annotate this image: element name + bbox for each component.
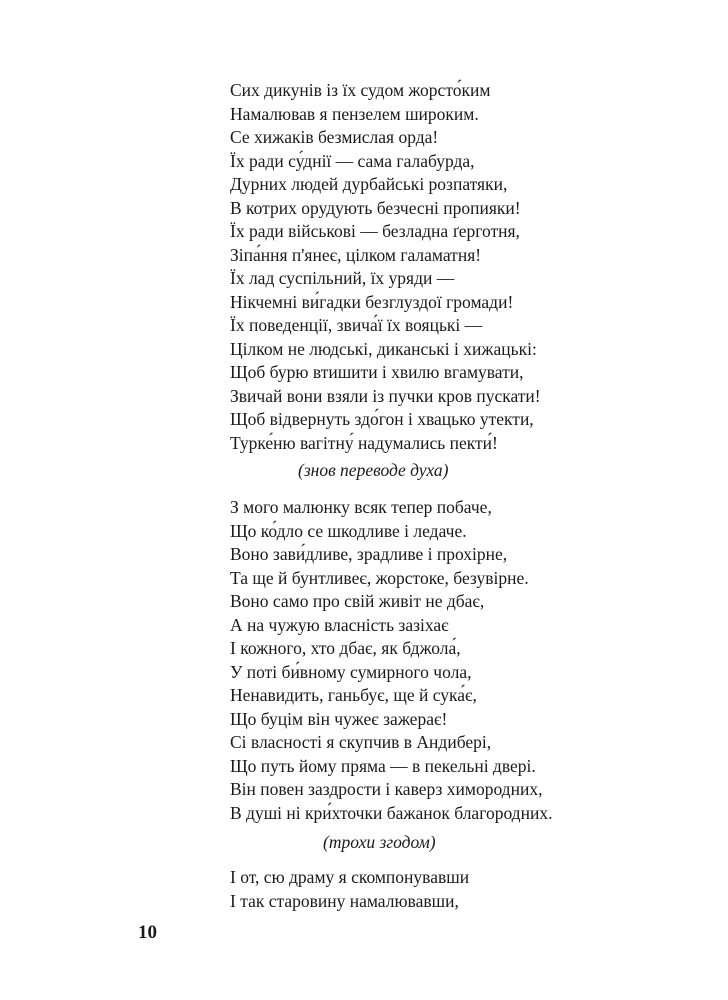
verse-line: Їх ради су́днії — сама галабурда, — [230, 150, 475, 171]
stanza-3 — [230, 866, 630, 913]
verse-line: Сих дикунів із їх судом жорсто́ким — [230, 80, 491, 100]
verse-line: І кожного, хто дбає, як бджола́, — [230, 638, 461, 658]
verse-line: В душі ні кри́хточки бажанок благородних. — [230, 802, 553, 823]
verse-line: І так старовину намалювавши, — [230, 890, 459, 911]
verse-line: Їх лад суспільний, їх уряди — — [230, 268, 455, 288]
verse-line: Нікчемні ви́гадки безглуздої громади! — [230, 291, 514, 312]
verse-line: Він повен заздрости і каверз химородних, — [230, 779, 543, 799]
stanza-2 — [230, 496, 630, 825]
stage-direction: (трохи згодом) — [323, 832, 436, 852]
verse-line: Дурних людей дурбайські розпатяки, — [230, 174, 508, 194]
page-number: 10 — [138, 922, 157, 943]
verse-line: Їх поведенції, звича́ї їх вояцькі — — [230, 315, 483, 335]
verse-line: З мого малюнку всяк тепер побаче, — [230, 497, 492, 517]
verse-line: І от, сю драму я скомпонувавши — [230, 867, 470, 887]
verse-line: Щоб відвернуть здо́гон і хвацько утекти, — [230, 409, 534, 429]
verse-line: А на чужую власність зазіхає — [230, 614, 449, 635]
verse-line: В котрих орудують безчесні пропияки! — [230, 197, 521, 218]
verse-line: Ненавидить, ганьбує, ще й сука́є, — [230, 685, 477, 705]
verse-line: Воно само про свій живіт не дбає, — [230, 591, 485, 611]
verse-line: Сі власності я скупчив в Андибері, — [230, 732, 492, 752]
stage-direction: (знов переводе духа) — [298, 460, 449, 480]
verse-line: Що ко́дло се шкодливе і ледаче. — [230, 520, 467, 541]
verse-line: Цілком не людські, диканські і хижацькі: — [230, 338, 537, 359]
verse-line: Се хижаків безмислая орда! — [230, 127, 439, 147]
verse-line: Що путь йому пряма — в пекельні двері. — [230, 755, 536, 776]
verse-line: Та ще й бунтливеє, жорстоке, безувірне. — [230, 567, 529, 588]
verse-line: Звичай вони взяли із пучки кров пускати! — [230, 385, 541, 406]
verse-line: У поті би́вному сумирного чола, — [230, 661, 472, 682]
verse-line: Щоб бурю втишити і хвилю вгамувати, — [230, 362, 524, 382]
verse-line: Воно зави́дливе, зрадливе і прохірне, — [230, 544, 508, 564]
verse-line: Що буцім він чужеє зажерає! — [230, 708, 448, 729]
verse-line: Намалював я пензелем широким. — [230, 103, 479, 124]
stanza-1 — [230, 79, 630, 455]
verse-line: Турке́ню вагітну́ надумались пекти́! — [230, 432, 498, 453]
verse-line: Їх ради військові — безладна ґерготня, — [230, 221, 520, 241]
verse-line: Зіпа́ння п'янеє, цілком галаматня! — [230, 244, 482, 265]
